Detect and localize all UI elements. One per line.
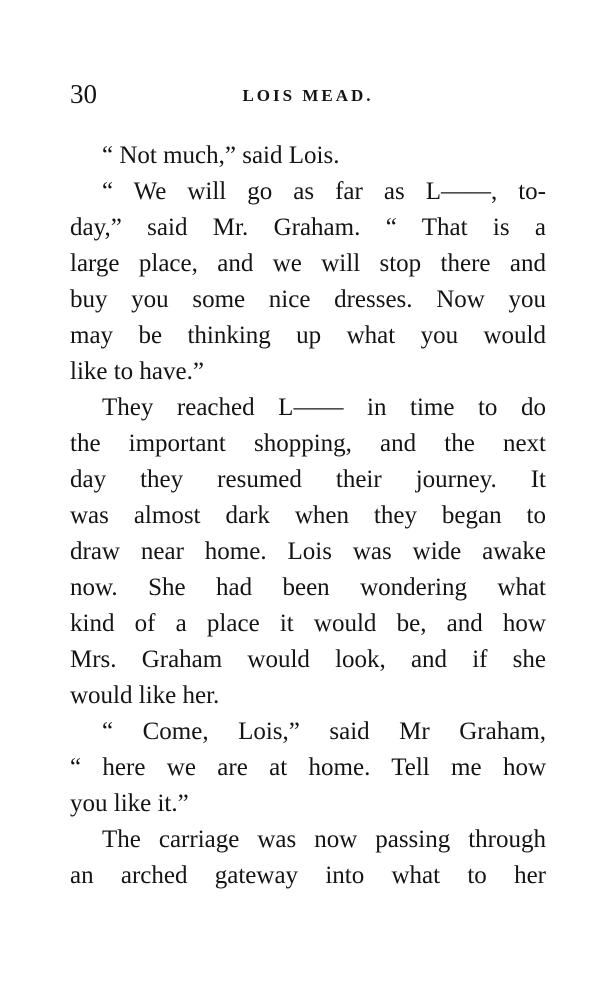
- text-line: would like her.: [70, 682, 220, 709]
- text-line: day,” said Mr. Graham. “ That is a: [70, 214, 546, 241]
- text-line: buy you some nice dresses. Now you: [70, 286, 546, 313]
- text-line: may be thinking up what you would: [70, 322, 546, 349]
- text-line: now. She had been wondering what: [70, 574, 546, 601]
- text-line: “ Come, Lois,” said Mr Graham,: [102, 718, 546, 745]
- text-line: draw near home. Lois was wide awake: [70, 538, 546, 565]
- text-line: day they resumed their journey. It: [70, 466, 546, 493]
- text-line: Mrs. Graham would look, and if she: [70, 646, 546, 673]
- body-text: [70, 138, 546, 894]
- text-line: “ Not much,” said Lois.: [102, 142, 340, 169]
- text-line: you like it.”: [70, 790, 189, 817]
- page-number: 30: [70, 79, 97, 109]
- text-line: The carriage was now passing through: [102, 826, 546, 853]
- text-line: an arched gateway into what to her: [70, 862, 546, 889]
- page-header: [70, 76, 546, 112]
- text-line: the important shopping, and the next: [70, 430, 546, 457]
- text-line: They reached L—— in time to do: [102, 394, 546, 421]
- text-line: kind of a place it would be, and how: [70, 610, 546, 637]
- text-line: was almost dark when they began to: [70, 502, 546, 529]
- text-line: “ We will go as far as L——, to-: [102, 178, 546, 205]
- text-line: “ here we are at home. Tell me how: [70, 754, 546, 781]
- text-line: like to have.”: [70, 358, 204, 385]
- text-line: large place, and we will stop there and: [70, 250, 546, 277]
- running-title: LOIS MEAD.: [242, 86, 374, 105]
